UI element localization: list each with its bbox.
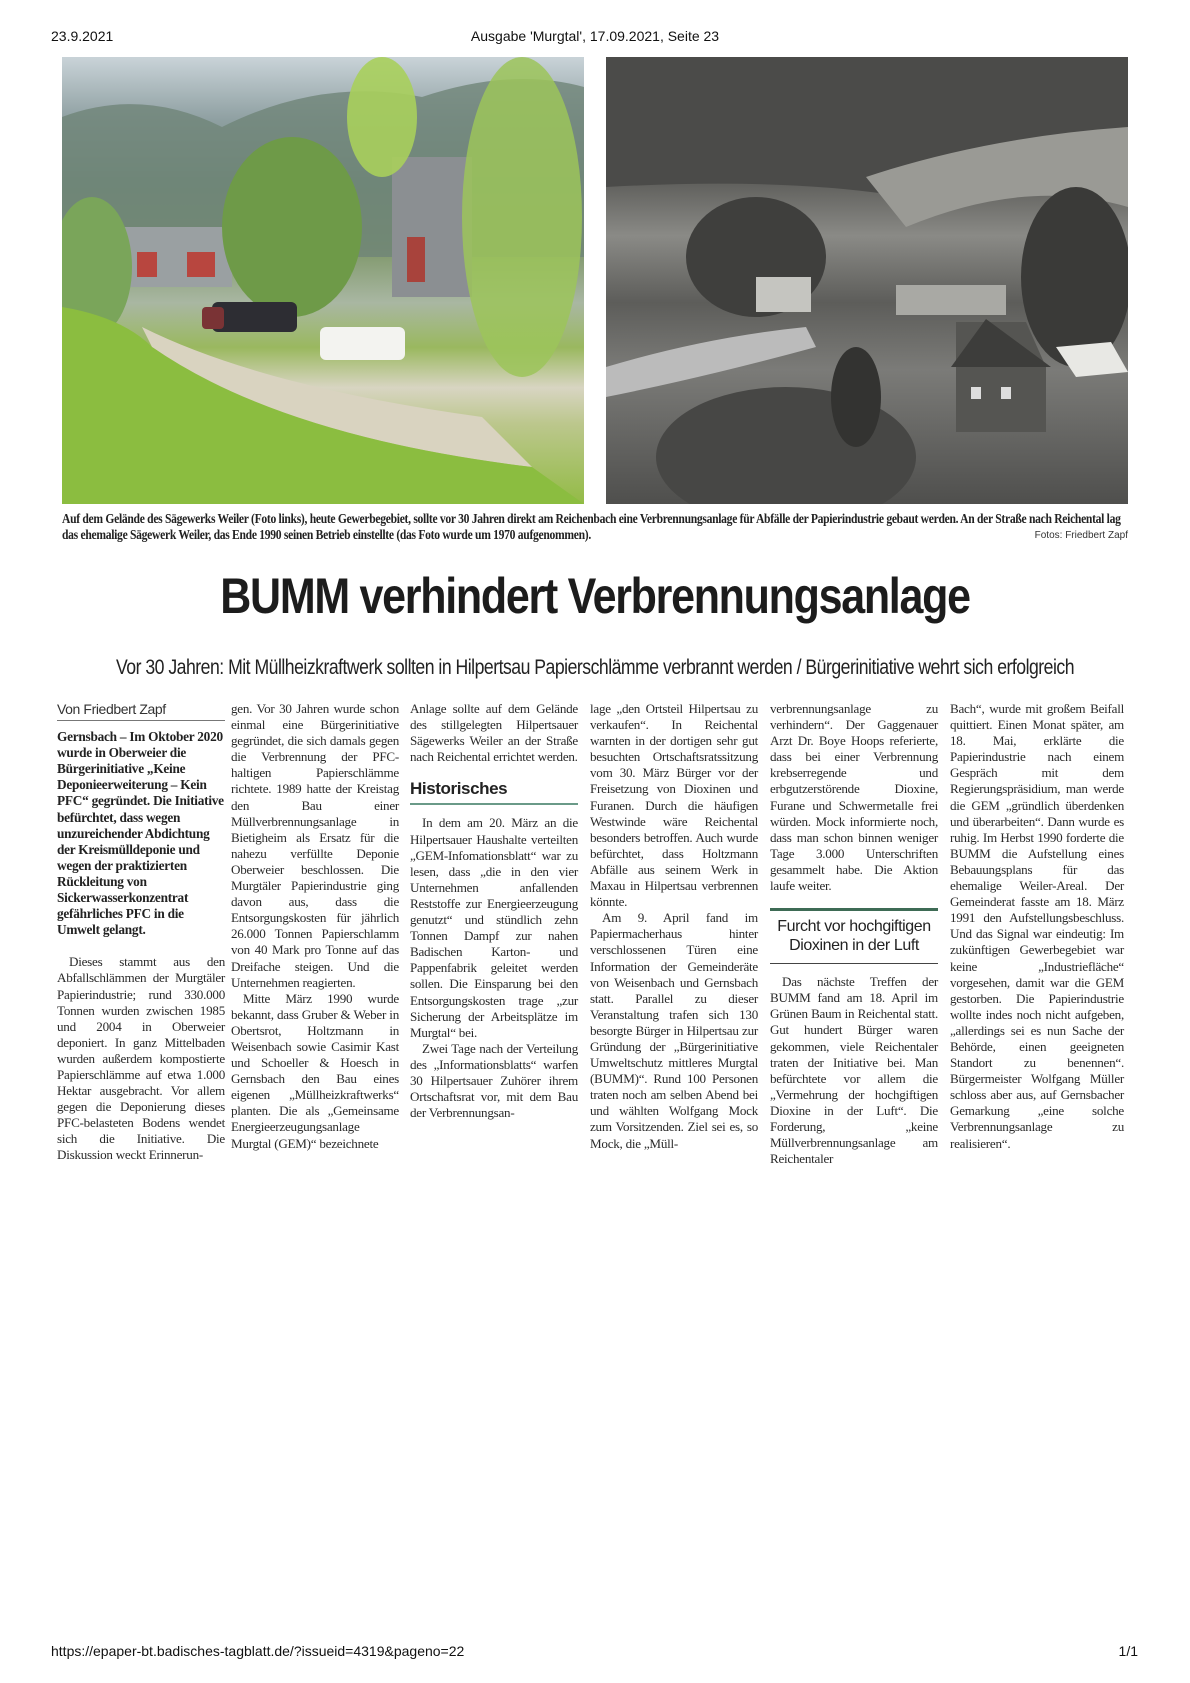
page-count: 1/1 bbox=[1118, 1643, 1138, 1659]
subheading-dioxine: Furcht vor hochgiftigen Dioxinen in der Luft bbox=[770, 908, 938, 964]
photo-caption: Auf dem Gelände des Sägewerks Weiler (Foto links), heute Gewerbegebiet, sollte vor 30 Jahren direkt am Reichenbach eine Verbrennungsanlage für Abfälle der Papierindustrie gebaut werden. An der Straße nach Reichental lag das ehemalige Sägewerk Weiler, das Ende 1990 seinen Betrieb einstellte (das Foto wurde um 1970 aufgenommen). bbox=[62, 511, 1121, 542]
article-paragraph: In dem am 20. März an die Hilpertsauer Haushalte verteilten „GEM-Infomationsblatt“ war zu lesen, dass „die in den vier Unternehmen anfallenden Reststoffe zur Energieerzeugung genutzt“ und stündlich zehn Tonnen Dampf zur nahen Badischen Karton- und Pappenfabrik geleitet werden sollen. Die Einsparung bei den Entsorgungskosten trage „zur Sicherung der Arbeitsplätze im Murgtal“ bei. bbox=[410, 815, 578, 1040]
article-headline: BUMM verhindert Verbrennungsanlage bbox=[220, 568, 970, 624]
byline: Von Friedbert Zapf bbox=[57, 701, 225, 721]
print-header bbox=[0, 28, 1190, 44]
article-paragraph: Anlage sollte auf dem Gelände des stillgelegten Hilpertsauer Sägewerks Weiler an der Straße nach Reichental errichtet werden. bbox=[410, 701, 578, 765]
article-lead: Gernsbach – Im Oktober 2020 wurde in Oberweier die Bürgerinitiative „Keine Deponieerweiterung – Kein PFC“ gegründet. Die Initiative befürchtet, dass wegen unzureichender Abdichtung der Kreismülldeponie und wegen der praktizierten Rückleitung von Sickerwasserkonzentrat gefährliches PFC in die Umwelt gelangt. bbox=[57, 729, 224, 938]
article-column-2 bbox=[231, 701, 399, 1152]
print-date: 23.9.2021 bbox=[51, 28, 114, 44]
article-paragraph: Mitte März 1990 wurde bekannt, dass Gruber & Weber in Obertsrot, Holtzmann in Weisenbach sowie Casimir Kast und Schoeller & Hoesch in Gernsbach den Bau eines eigenen „Müllheizkraftwerks“ planten. Die als „Gemeinsame Energieerzeugungsanlage Murgtal (GEM)“ bezeichnete bbox=[231, 990, 399, 1151]
article-paragraph: Zwei Tage nach der Verteilung des „Informationsblatts“ warfen 30 Hilpertsauer Zuhörer ihrem Ortschaftsrat vor, mit dem Bau der Verbrennungsan- bbox=[410, 1040, 578, 1121]
landscape-illustration-bw bbox=[606, 57, 1128, 504]
article-column-1 bbox=[57, 701, 225, 1164]
article-paragraph: Bach“, wurde mit großem Beifall quittiert. Einen Monat später, am 18. Mai, erklärte die Papierindustrie nach einem Gespräch mit dem Regierungspräsidium, man werde die GEM „gründlich überdenken und überarbeiten“. Dann wurde es ruhig. Im Herbst 1990 forderte die BUMM die Aufstellung eines Bebauungsplans für das ehemalige Weiler-Areal. Der Gemeinderat fasste am 18. März 1991 den Aufstellungsbeschluss. Und das Signal war eindeutig: Im zukünftigen Gewerbegebiet war keine „Industriefläche“ vorgesehen, damit war die GEM gestorben. Die Papierindustrie wollte indes noch nicht aufgeben, „allerdings sei es nun Sache der Behörde, einen geeigneten Standort zu benennen“. Bürgermeister Wolfgang Müller schloss aber aus, auf Gernsbacher Gemarkung „eine solche Verbrennungsanlage zu realisieren“. bbox=[950, 701, 1124, 1151]
source-url: https://epaper-bt.badisches-tagblatt.de/?issueid=4319&pageno=22 bbox=[51, 1643, 465, 1659]
article-subheadline: Vor 30 Jahren: Mit Müllheizkraftwerk sollten in Hilpertsau Papierschlämme verbrannt werden / Bürgerinitiative wehrt sich erfolgreich bbox=[115, 656, 1075, 679]
subheading-historisches: Historisches bbox=[410, 781, 578, 805]
landscape-illustration-color bbox=[62, 57, 584, 504]
article-paragraph: Dieses stammt aus den Abfallschlämmen der Murgtäler Papierindustrie; rund 330.000 Tonnen wurden zwischen 1985 und 2004 in Oberweier deponiert. In ganz Mittelbaden wurden außerdem kompostierte Papierschlämme auf etwa 1.000 Hektar ausgebracht. Vor allem gegen die Deponierung dieses PFC-belasteten Bodens wendet sich die Initiative. Die Diskussion weckt Erinnerun- bbox=[57, 954, 225, 1163]
article-column-4 bbox=[590, 701, 758, 1152]
article-paragraph: gen. Vor 30 Jahren wurde schon einmal eine Bürgerinitiative gegründet, die sich damals gegen die Verbrennung der PFC-haltigen Papierschlämme richtete. 1989 hatte der Kreistag den Bau einer Müllverbrennungsanlage in Bietigheim als Ersatz für die nahezu verfüllte Deponie Oberweier beschlossen. Die Murgtäler Papierindustrie ging davon aus, dass die Entsorgungskosten für jährlich 26.000 Tonnen Papierschlamm von 40 Mark pro Tonne auf das Dreifache steigen. Und die Unternehmen reagierten. bbox=[231, 701, 399, 990]
article-paragraph: Am 9. April fand im Papiermacherhaus hinter verschlossenen Türen eine Information der Gemeinderäte von Weisenbach und Gernsbach statt. Parallel zu dieser Veranstaltung trafen sich 130 besorgte Bürger in Hilpertsau zur Gründung der „Bürgerinitiative Umweltschutz mittleres Murgtal (BUMM)“. Rund 100 Personen traten noch am selben Abend bei und wählten Wolfgang Mock zum Vorsitzenden. Ziel sei es, so Mock, die „Müll- bbox=[590, 910, 758, 1151]
photo-sawmill-1970 bbox=[606, 57, 1128, 504]
article-paragraph: lage „den Ortsteil Hilpertsau zu verkaufen“. In Reichental warnten in der dortigen sehr gut besuchten Ortschaftsratssitzung vom 30. März Bürger vor der Freisetzung von Dioxinen und Furanen. Durch die häufigen Westwinde wäre Reichental besonders betroffen. Auch wurde befürchtet, dass Holtzmann Abfälle aus seinem Werk in Maxau in Hilpertsau verbrennen könnte. bbox=[590, 701, 758, 910]
article-column-5 bbox=[770, 701, 938, 1167]
article-paragraph: verbrennungsanlage zu verhindern“. Der Gaggenauer Arzt Dr. Boye Hoops referierte, dass bei einer Verbrennung krebserregende und erbgutzerstörende Dioxine, Furane und Schwermetalle frei würden. Mock informierte noch, dass man schon binnen weniger Tage 3.000 Unterschriften gesammelt habe. Die Aktion laufe weiter. bbox=[770, 701, 938, 894]
edition-info: Ausgabe 'Murgtal', 17.09.2021, Seite 23 bbox=[470, 28, 720, 44]
article-column-6 bbox=[950, 701, 1124, 1152]
photo-sawmill-site-today bbox=[62, 57, 584, 504]
article-column-3 bbox=[410, 701, 578, 1121]
article-paragraph: Das nächste Treffen der BUMM fand am 18. April im Grünen Baum in Reichental statt. Gut hundert Bürger waren gekommen, viele Reichentaler traten der Initiative bei. Man befürchtete vor allem die „Vermehrung der hochgiftigen Dioxine in der Luft“. Die Forderung, „keine Müllverbrennungsanlage am Reichentaler bbox=[770, 974, 938, 1167]
photo-credit: Fotos: Friedbert Zapf bbox=[1034, 530, 1128, 541]
